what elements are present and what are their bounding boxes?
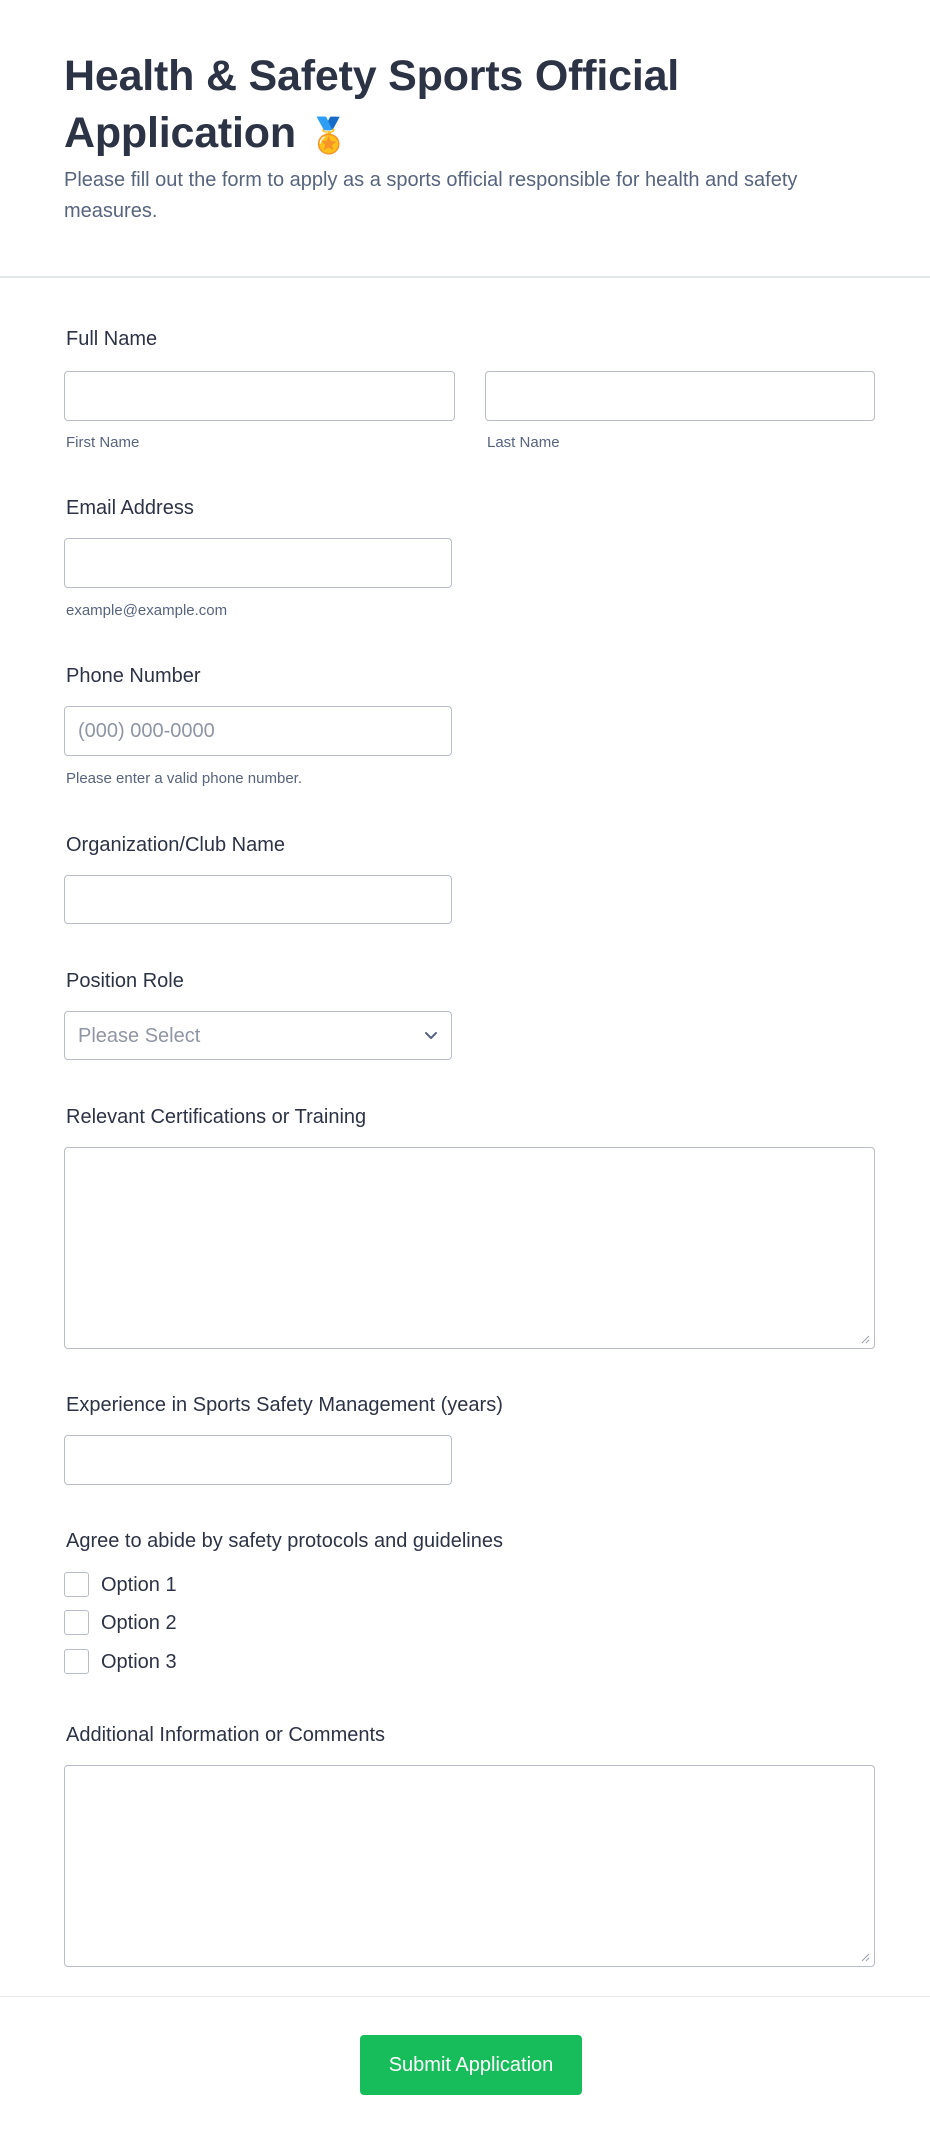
checkbox-label: Option 3 — [101, 1651, 177, 1673]
phone-input[interactable] — [64, 706, 452, 756]
experience-label: Experience in Sports Safety Management (years) — [66, 1394, 503, 1416]
phone-label: Phone Number — [66, 665, 201, 687]
full-name-label: Full Name — [66, 328, 158, 350]
checkbox[interactable] — [64, 1572, 89, 1597]
comments-textarea[interactable] — [64, 1765, 875, 1967]
page-title — [64, 48, 784, 165]
last-name-input[interactable] — [485, 371, 875, 421]
first-name-input[interactable] — [64, 371, 455, 421]
page-title-text: Health & Safety Sports Official Application — [64, 52, 680, 157]
agreement-option-2[interactable] — [64, 1610, 324, 1636]
form-header — [0, 0, 930, 278]
agreement-option-3[interactable] — [64, 1649, 324, 1675]
experience-input[interactable] — [64, 1435, 452, 1485]
certifications-label: Relevant Certifications or Training — [66, 1106, 367, 1128]
resize-handle-icon[interactable] — [860, 1334, 870, 1344]
email-sublabel: example@example.com — [66, 602, 228, 619]
last-name-sublabel: Last Name — [487, 434, 560, 451]
comments-label: Additional Information or Comments — [66, 1724, 386, 1746]
checkbox[interactable] — [64, 1649, 89, 1674]
position-role-select[interactable] — [64, 1011, 452, 1060]
email-field[interactable] — [64, 538, 452, 588]
checkbox[interactable] — [64, 1610, 89, 1635]
position-role-selected: Please Select — [78, 1025, 201, 1047]
medal-icon: 🏅 — [307, 117, 350, 155]
submit-button[interactable]: Submit Application — [360, 2035, 582, 2095]
page-subtitle: Please fill out the form to apply as a sports official responsible for health and safety measures. — [64, 169, 798, 222]
checkbox-label: Option 2 — [101, 1612, 177, 1634]
email-label: Email Address — [66, 497, 194, 519]
first-name-sublabel: First Name — [66, 434, 140, 451]
organization-label: Organization/Club Name — [66, 834, 285, 856]
chevron-down-icon — [423, 1027, 439, 1043]
resize-handle-icon[interactable] — [860, 1952, 870, 1962]
phone-sublabel: Please enter a valid phone number. — [66, 770, 302, 787]
certifications-textarea[interactable] — [64, 1147, 875, 1349]
position-role-label: Position Role — [66, 970, 184, 992]
agreement-label: Agree to abide by safety protocols and guidelines — [66, 1530, 503, 1552]
checkbox-label: Option 1 — [101, 1574, 177, 1596]
footer-divider — [0, 1996, 930, 1997]
agreement-option-1[interactable] — [64, 1572, 324, 1598]
organization-input[interactable] — [64, 875, 452, 924]
